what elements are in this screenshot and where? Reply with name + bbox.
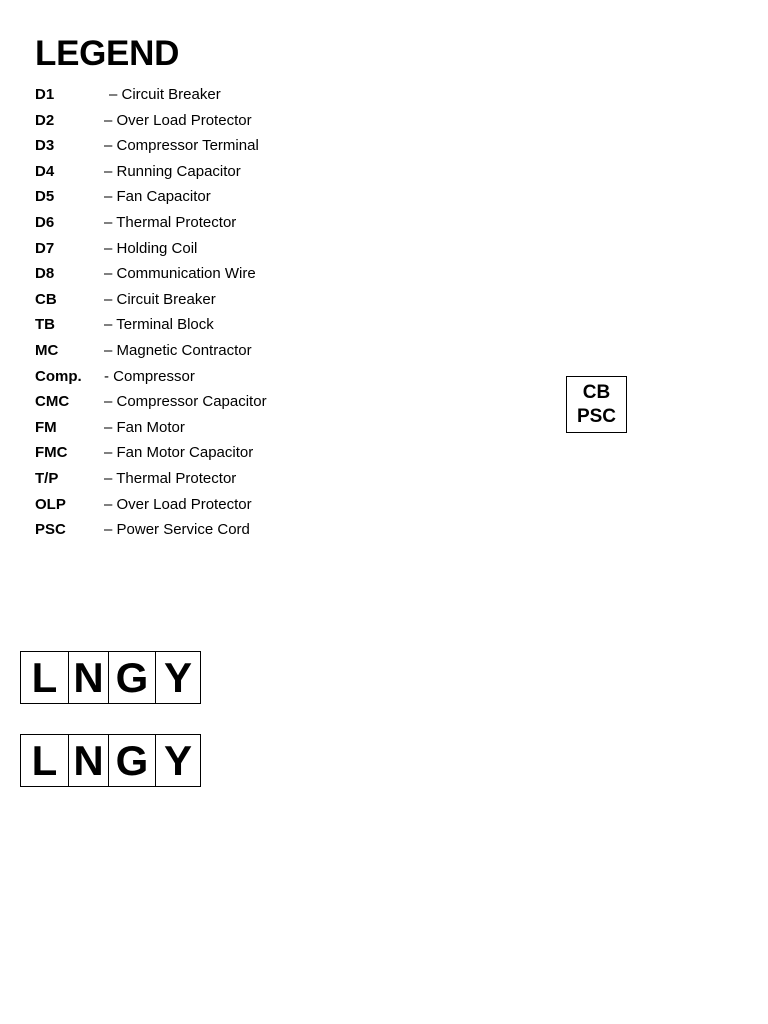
legend-title: LEGEND: [35, 34, 180, 73]
psc-label: PSC: [576, 405, 617, 427]
legend-description: – Over Load Protector: [104, 111, 252, 129]
legend-description: – Compressor Terminal: [104, 137, 259, 155]
legend-description: – Fan Motor Capacitor: [104, 444, 254, 462]
legend-code: D4: [35, 162, 55, 180]
cb-psc-label-box: [566, 376, 627, 433]
cb-label: CB: [582, 381, 611, 403]
legend-code: D6: [35, 213, 55, 231]
legend-code: T/P: [35, 469, 59, 487]
legend-description: – Fan Motor: [104, 418, 185, 436]
legend-code: D8: [35, 265, 55, 283]
legend-code: D3: [35, 137, 55, 155]
terminal-n: N: [69, 652, 109, 703]
terminal-n: N: [69, 735, 109, 786]
legend-description: – Terminal Block: [104, 316, 214, 334]
terminal-block-2: [20, 734, 201, 787]
terminal-l: L: [21, 652, 69, 703]
legend-description: – Holding Coil: [104, 239, 198, 257]
legend-code: FMC: [35, 444, 68, 462]
legend-code: D1: [35, 86, 55, 103]
legend-code: FM: [35, 418, 57, 436]
legend-code: OLP: [35, 495, 66, 513]
legend-code: CB: [35, 290, 57, 308]
legend-description: – Thermal Protector: [104, 469, 237, 487]
legend-description: – Communication Wire: [104, 265, 256, 283]
terminal-g: G: [109, 652, 156, 703]
legend-code: TB: [35, 316, 55, 334]
legend-code: PSC: [35, 521, 66, 539]
terminal-block-1: [20, 651, 201, 704]
legend-description: – Circuit Breaker: [104, 290, 216, 308]
legend-description: – Circuit Breaker: [109, 86, 221, 103]
legend-description: – Running Capacitor: [104, 162, 241, 180]
legend-code: Comp.: [35, 367, 82, 385]
legend-description: – Magnetic Contractor: [104, 341, 252, 359]
legend-description: - Compressor: [104, 367, 195, 385]
legend-code: CMC: [35, 393, 70, 411]
legend-code: D2: [35, 111, 55, 129]
terminal-l: L: [21, 735, 69, 786]
legend-description: – Thermal Protector: [104, 213, 237, 231]
legend-code: MC: [35, 341, 59, 359]
legend-description: – Compressor Capacitor: [104, 393, 267, 411]
legend-description: – Power Service Cord: [104, 521, 250, 539]
terminal-g: G: [109, 735, 156, 786]
terminal-y: Y: [163, 736, 192, 784]
legend-description: – Fan Capacitor: [104, 188, 211, 206]
legend-code: D5: [35, 188, 55, 206]
legend-description: – Over Load Protector: [104, 495, 252, 513]
legend-code: D7: [35, 239, 55, 257]
terminal-y: Y: [163, 653, 192, 701]
